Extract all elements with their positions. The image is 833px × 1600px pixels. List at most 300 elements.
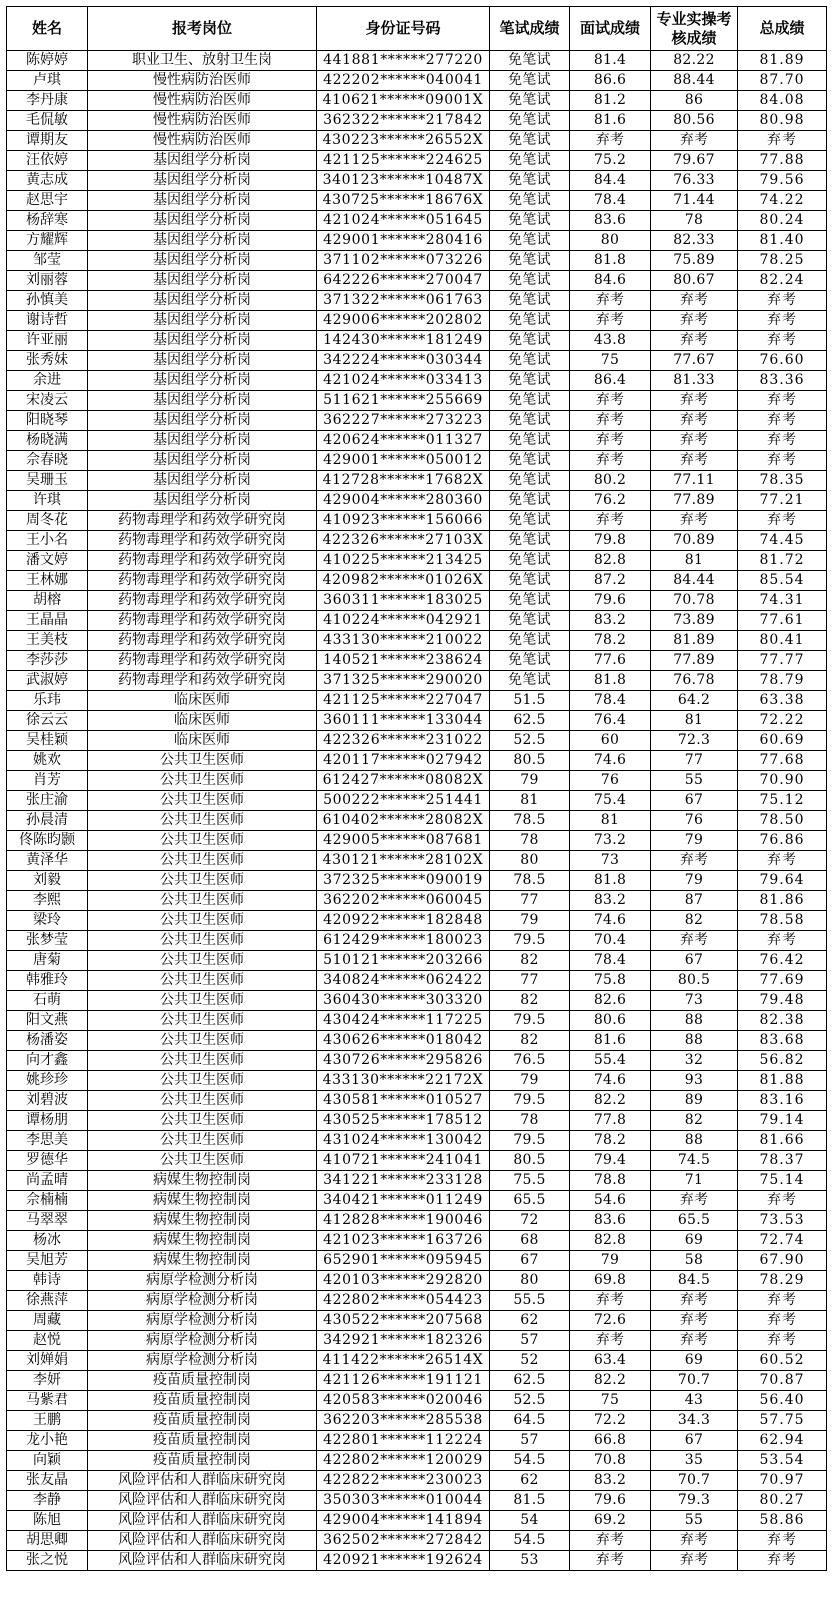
cell-written-score: 免笔试 [490,551,570,571]
cell-written-score: 77 [490,971,570,991]
cell-interview-score: 72.6 [570,1311,651,1331]
cell-total-score: 弃考 [738,451,827,471]
cell-post: 病媒生物控制岗 [88,1171,317,1191]
cell-interview-score: 74.6 [570,751,651,771]
cell-id-number: 420103******292820 [317,1271,490,1291]
cell-total-score: 70.97 [738,1471,827,1491]
cell-id-number: 342921******182326 [317,1331,490,1351]
table-row [7,1151,827,1171]
cell-id-number: 429006******202802 [317,311,490,331]
cell-interview-score: 75.2 [570,151,651,171]
cell-name: 刘婵娟 [7,1351,88,1371]
cell-post: 慢性病防治医师 [88,91,317,111]
table-row [7,1051,827,1071]
cell-id-number: 360111******133044 [317,711,490,731]
table-row [7,671,827,691]
table-row [7,311,827,331]
cell-interview-score: 73 [570,851,651,871]
cell-post: 疫苗质量控制岗 [88,1451,317,1471]
cell-practical-score: 81.33 [651,371,738,391]
table-row [7,411,827,431]
cell-practical-score: 78 [651,211,738,231]
cell-post: 基因组学分析岗 [88,211,317,231]
cell-id-number: 420624******011327 [317,431,490,451]
cell-total-score: 79.64 [738,871,827,891]
table-row [7,251,827,271]
cell-written-score: 免笔试 [490,271,570,291]
table-row [7,791,827,811]
cell-post: 公共卫生医师 [88,931,317,951]
cell-total-score: 77.68 [738,751,827,771]
cell-post: 公共卫生医师 [88,1091,317,1111]
cell-total-score: 弃考 [738,411,827,431]
cell-id-number: 430581******010527 [317,1091,490,1111]
cell-total-score: 87.70 [738,71,827,91]
cell-id-number: 420117******027942 [317,751,490,771]
cell-written-score: 62.5 [490,711,570,731]
cell-written-score: 免笔试 [490,171,570,191]
table-row [7,1291,827,1311]
table-row [7,491,827,511]
cell-practical-score: 32 [651,1051,738,1071]
cell-written-score: 54.5 [490,1531,570,1551]
cell-written-score: 免笔试 [490,351,570,371]
cell-interview-score: 弃考 [570,451,651,471]
cell-interview-score: 76.2 [570,491,651,511]
cell-practical-score: 弃考 [651,1291,738,1311]
cell-total-score: 72.74 [738,1231,827,1251]
cell-interview-score: 弃考 [570,1531,651,1551]
cell-written-score: 免笔试 [490,471,570,491]
cell-total-score: 弃考 [738,131,827,151]
cell-post: 基因组学分析岗 [88,331,317,351]
table-row [7,1511,827,1531]
cell-id-number: 420583******020046 [317,1391,490,1411]
cell-practical-score: 69 [651,1231,738,1251]
cell-name: 毛侃敏 [7,111,88,131]
cell-id-number: 360430******303320 [317,991,490,1011]
cell-name: 周藏 [7,1311,88,1331]
cell-id-number: 362322******217842 [317,111,490,131]
cell-total-score: 弃考 [738,1191,827,1211]
cell-written-score: 78.5 [490,811,570,831]
cell-post: 基因组学分析岗 [88,471,317,491]
cell-practical-score: 82.33 [651,231,738,251]
cell-id-number: 420921******192624 [317,1551,490,1571]
cell-interview-score: 80 [570,231,651,251]
cell-total-score: 81.86 [738,891,827,911]
cell-post: 病原学检测分析岗 [88,1271,317,1291]
cell-practical-score: 35 [651,1451,738,1471]
cell-post: 药物毒理学和药效学研究岗 [88,551,317,571]
table-row [7,931,827,951]
cell-interview-score: 82.8 [570,551,651,571]
cell-post: 基因组学分析岗 [88,151,317,171]
table-row [7,651,827,671]
cell-name: 罗德华 [7,1151,88,1171]
table-row [7,891,827,911]
table-row [7,631,827,651]
cell-interview-score: 83.2 [570,891,651,911]
cell-interview-score: 76.4 [570,711,651,731]
cell-name: 赵悦 [7,1331,88,1351]
table-row [7,691,827,711]
cell-id-number: 433130******210022 [317,631,490,651]
cell-name: 佟陈昀颢 [7,831,88,851]
cell-interview-score: 84.6 [570,271,651,291]
cell-total-score: 81.89 [738,51,827,71]
cell-post: 病媒生物控制岗 [88,1211,317,1231]
cell-total-score: 弃考 [738,931,827,951]
cell-interview-score: 79.6 [570,1491,651,1511]
cell-interview-score: 83.6 [570,211,651,231]
cell-practical-score: 弃考 [651,331,738,351]
cell-post: 公共卫生医师 [88,951,317,971]
cell-total-score: 58.86 [738,1511,827,1531]
cell-practical-score: 65.5 [651,1211,738,1231]
cell-total-score: 78.79 [738,671,827,691]
cell-total-score: 74.22 [738,191,827,211]
cell-id-number: 362227******273223 [317,411,490,431]
cell-practical-score: 79 [651,871,738,891]
table-row [7,131,827,151]
cell-id-number: 422801******112224 [317,1431,490,1451]
cell-interview-score: 弃考 [570,291,651,311]
cell-post: 公共卫生医师 [88,1131,317,1151]
table-row [7,611,827,631]
cell-practical-score: 88.44 [651,71,738,91]
table-row [7,211,827,231]
cell-practical-score: 76.33 [651,171,738,191]
cell-written-score: 79.5 [490,1011,570,1031]
cell-post: 基因组学分析岗 [88,451,317,471]
cell-post: 公共卫生医师 [88,751,317,771]
cell-interview-score: 弃考 [570,511,651,531]
cell-written-score: 免笔试 [490,511,570,531]
table-row [7,171,827,191]
header-post: 报考岗位 [88,7,317,51]
cell-name: 张庄渝 [7,791,88,811]
cell-written-score: 免笔试 [490,431,570,451]
cell-name: 杨冰 [7,1231,88,1251]
cell-post: 公共卫生医师 [88,911,317,931]
table-row [7,191,827,211]
cell-post: 基因组学分析岗 [88,171,317,191]
cell-written-score: 80.5 [490,1151,570,1171]
cell-name: 姚珍珍 [7,1071,88,1091]
table-row [7,1111,827,1131]
cell-name: 肖芳 [7,771,88,791]
cell-total-score: 弃考 [738,1291,827,1311]
cell-name: 卢琪 [7,71,88,91]
cell-total-score: 80.41 [738,631,827,651]
cell-name: 杨晓满 [7,431,88,451]
cell-id-number: 430424******117225 [317,1011,490,1031]
cell-written-score: 免笔试 [490,91,570,111]
cell-post: 风险评估和人群临床研究岗 [88,1471,317,1491]
cell-id-number: 371325******290020 [317,671,490,691]
cell-interview-score: 78.2 [570,631,651,651]
table-row [7,1551,827,1571]
cell-post: 疫苗质量控制岗 [88,1391,317,1411]
cell-post: 基因组学分析岗 [88,491,317,511]
cell-name: 龙小艳 [7,1431,88,1451]
cell-id-number: 422822******230023 [317,1471,490,1491]
cell-interview-score: 78.8 [570,1171,651,1191]
cell-written-score: 79 [490,771,570,791]
cell-name: 黄志成 [7,171,88,191]
cell-interview-score: 43.8 [570,331,651,351]
cell-post: 公共卫生医师 [88,1071,317,1091]
cell-practical-score: 弃考 [651,291,738,311]
cell-id-number: 410224******042921 [317,611,490,631]
cell-interview-score: 80.6 [570,1011,651,1031]
cell-id-number: 610402******28082X [317,811,490,831]
cell-practical-score: 弃考 [651,1331,738,1351]
cell-id-number: 421024******051645 [317,211,490,231]
cell-post: 风险评估和人群临床研究岗 [88,1531,317,1551]
cell-post: 公共卫生医师 [88,971,317,991]
cell-total-score: 78.29 [738,1271,827,1291]
cell-name: 宋凌云 [7,391,88,411]
cell-id-number: 430525******178512 [317,1111,490,1131]
table-row [7,991,827,1011]
cell-id-number: 340123******10487X [317,171,490,191]
cell-practical-score: 弃考 [651,431,738,451]
cell-practical-score: 70.7 [651,1371,738,1391]
cell-written-score: 免笔试 [490,531,570,551]
cell-post: 公共卫生医师 [88,1051,317,1071]
cell-post: 基因组学分析岗 [88,251,317,271]
cell-total-score: 73.53 [738,1211,827,1231]
cell-practical-score: 77.89 [651,491,738,511]
cell-total-score: 弃考 [738,331,827,351]
cell-written-score: 51.5 [490,691,570,711]
cell-name: 徐燕萍 [7,1291,88,1311]
cell-total-score: 76.60 [738,351,827,371]
cell-post: 病原学检测分析岗 [88,1351,317,1371]
cell-interview-score: 79.4 [570,1151,651,1171]
cell-interview-score: 75.8 [570,971,651,991]
cell-practical-score: 84.44 [651,571,738,591]
cell-id-number: 430725******18676X [317,191,490,211]
cell-total-score: 75.12 [738,791,827,811]
cell-name: 王晶晶 [7,611,88,631]
cell-name: 刘毅 [7,871,88,891]
cell-id-number: 140521******238624 [317,651,490,671]
table-row [7,591,827,611]
table-row [7,1431,827,1451]
cell-written-score: 65.5 [490,1191,570,1211]
cell-interview-score: 80.2 [570,471,651,491]
cell-total-score: 63.38 [738,691,827,711]
cell-id-number: 429004******141894 [317,1511,490,1531]
cell-written-score: 免笔试 [490,111,570,131]
cell-written-score: 免笔试 [490,611,570,631]
cell-interview-score: 75 [570,351,651,371]
cell-total-score: 弃考 [738,311,827,331]
cell-practical-score: 88 [651,1011,738,1031]
cell-name: 吴珊玉 [7,471,88,491]
cell-total-score: 57.75 [738,1411,827,1431]
table-row [7,771,827,791]
table-row [7,1191,827,1211]
header-written-score: 笔试成绩 [490,7,570,51]
table-body [7,51,827,1571]
cell-post: 药物毒理学和药效学研究岗 [88,531,317,551]
cell-id-number: 421023******163726 [317,1231,490,1251]
table-row [7,551,827,571]
cell-interview-score: 弃考 [570,391,651,411]
cell-practical-score: 73.89 [651,611,738,631]
cell-post: 疫苗质量控制岗 [88,1411,317,1431]
cell-total-score: 53.54 [738,1451,827,1471]
cell-id-number: 340824******062422 [317,971,490,991]
cell-name: 胡思卿 [7,1531,88,1551]
cell-interview-score: 79.6 [570,591,651,611]
cell-practical-score: 79 [651,831,738,851]
cell-interview-score: 73.2 [570,831,651,851]
table-row [7,111,827,131]
cell-practical-score: 82.22 [651,51,738,71]
cell-post: 风险评估和人群临床研究岗 [88,1491,317,1511]
cell-post: 基因组学分析岗 [88,231,317,251]
table-row [7,1471,827,1491]
cell-post: 慢性病防治医师 [88,111,317,131]
cell-id-number: 410721******241041 [317,1151,490,1171]
cell-name: 许琪 [7,491,88,511]
cell-practical-score: 55 [651,1511,738,1531]
cell-practical-score: 81 [651,711,738,731]
cell-name: 谢诗哲 [7,311,88,331]
cell-total-score: 81.40 [738,231,827,251]
cell-written-score: 免笔试 [490,571,570,591]
cell-written-score: 78.5 [490,871,570,891]
cell-practical-score: 80.56 [651,111,738,131]
cell-id-number: 422202******040041 [317,71,490,91]
cell-name: 韩诗 [7,1271,88,1291]
cell-total-score: 75.14 [738,1171,827,1191]
table-row [7,1251,827,1271]
cell-written-score: 82 [490,1031,570,1051]
cell-interview-score: 63.4 [570,1351,651,1371]
cell-written-score: 免笔试 [490,191,570,211]
cell-total-score: 弃考 [738,391,827,411]
cell-written-score: 80 [490,1271,570,1291]
cell-interview-score: 77.8 [570,1111,651,1131]
cell-name: 武淑婷 [7,671,88,691]
cell-total-score: 85.54 [738,571,827,591]
cell-interview-score: 83.2 [570,611,651,631]
cell-id-number: 371102******073226 [317,251,490,271]
cell-practical-score: 弃考 [651,1191,738,1211]
cell-practical-score: 86 [651,91,738,111]
cell-name: 孙慎美 [7,291,88,311]
cell-post: 病媒生物控制岗 [88,1191,317,1211]
cell-id-number: 422326******231022 [317,731,490,751]
cell-practical-score: 71.44 [651,191,738,211]
cell-name: 韩雅玲 [7,971,88,991]
cell-total-score: 77.21 [738,491,827,511]
cell-written-score: 免笔试 [490,331,570,351]
cell-name: 黄泽华 [7,851,88,871]
cell-post: 公共卫生医师 [88,771,317,791]
cell-written-score: 52.5 [490,731,570,751]
cell-written-score: 53 [490,1551,570,1571]
cell-total-score: 62.94 [738,1431,827,1451]
cell-id-number: 431024******130042 [317,1131,490,1151]
cell-interview-score: 81.6 [570,111,651,131]
table-row [7,831,827,851]
cell-name: 刘丽蓉 [7,271,88,291]
cell-total-score: 76.42 [738,951,827,971]
cell-practical-score: 55 [651,771,738,791]
cell-practical-score: 弃考 [651,311,738,331]
cell-post: 慢性病防治医师 [88,131,317,151]
cell-post: 公共卫生医师 [88,891,317,911]
cell-post: 病媒生物控制岗 [88,1231,317,1251]
cell-total-score: 77.88 [738,151,827,171]
cell-interview-score: 弃考 [570,1551,651,1571]
cell-post: 基因组学分析岗 [88,191,317,211]
cell-id-number: 360311******183025 [317,591,490,611]
table-row [7,971,827,991]
cell-total-score: 81.88 [738,1071,827,1091]
cell-written-score: 67 [490,1251,570,1271]
cell-practical-score: 80.5 [651,971,738,991]
cell-name: 马翠翠 [7,1211,88,1231]
cell-id-number: 429004******280360 [317,491,490,511]
cell-interview-score: 82.8 [570,1231,651,1251]
cell-name: 李莎莎 [7,651,88,671]
cell-practical-score: 64.2 [651,691,738,711]
cell-name: 胡榕 [7,591,88,611]
cell-name: 梁玲 [7,911,88,931]
cell-written-score: 免笔试 [490,71,570,91]
cell-written-score: 52.5 [490,1391,570,1411]
cell-name: 徐云云 [7,711,88,731]
cell-interview-score: 70.8 [570,1451,651,1471]
cell-written-score: 79.5 [490,1091,570,1111]
cell-id-number: 371322******061763 [317,291,490,311]
cell-interview-score: 弃考 [570,1291,651,1311]
cell-written-score: 81.5 [490,1491,570,1511]
cell-total-score: 80.98 [738,111,827,131]
cell-practical-score: 77 [651,751,738,771]
cell-written-score: 62 [490,1311,570,1331]
cell-name: 杨辞寒 [7,211,88,231]
cell-interview-score: 69.2 [570,1511,651,1531]
cell-interview-score: 74.6 [570,911,651,931]
cell-name: 许亚丽 [7,331,88,351]
cell-post: 基因组学分析岗 [88,291,317,311]
cell-name: 周冬花 [7,511,88,531]
cell-interview-score: 79.8 [570,531,651,551]
table-row [7,1491,827,1511]
cell-post: 药物毒理学和药效学研究岗 [88,571,317,591]
cell-practical-score: 88 [651,1131,738,1151]
cell-post: 基因组学分析岗 [88,431,317,451]
cell-post: 药物毒理学和药效学研究岗 [88,611,317,631]
cell-id-number: 612429******180023 [317,931,490,951]
cell-total-score: 弃考 [738,291,827,311]
cell-interview-score: 83.6 [570,1211,651,1231]
table-row [7,231,827,251]
cell-id-number: 142430******181249 [317,331,490,351]
cell-name: 刘碧波 [7,1091,88,1111]
cell-total-score: 83.68 [738,1031,827,1051]
cell-practical-score: 弃考 [651,511,738,531]
